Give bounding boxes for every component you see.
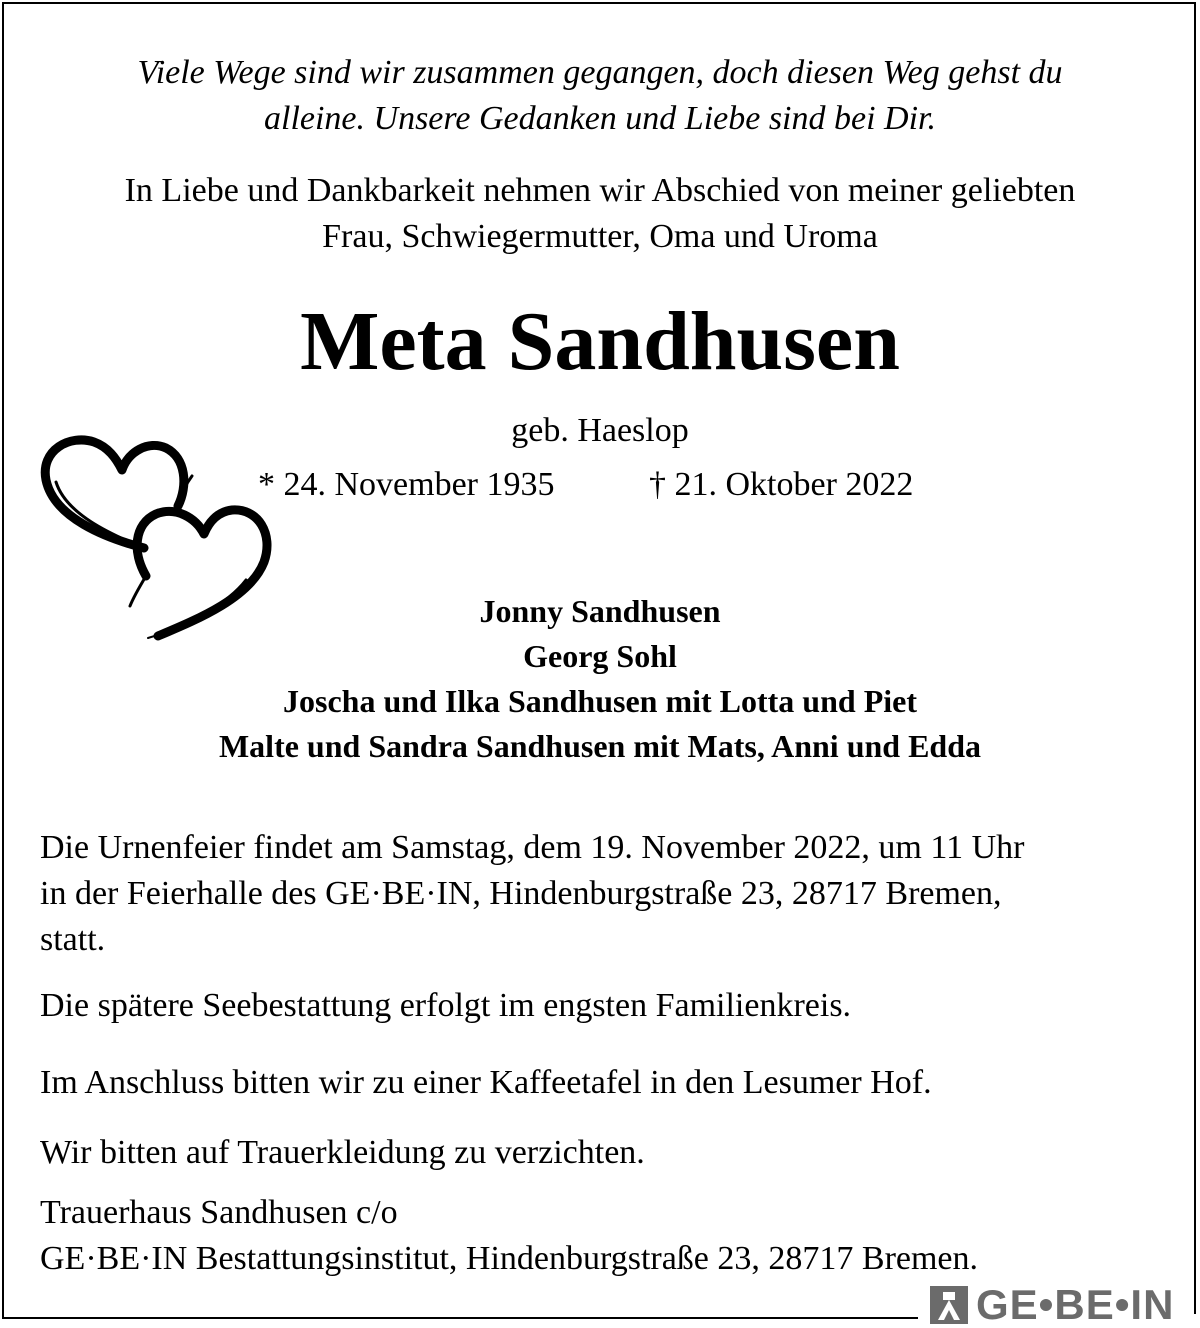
contact-info	[40, 1190, 1160, 1282]
ceremony-line-1: Die Urnenfeier findet am Samstag, dem 19. November 2022, um 11 Uhr	[40, 829, 1025, 866]
gebein-mark-icon	[930, 1286, 968, 1324]
family-member: Jonny Sandhusen	[479, 593, 721, 629]
maiden-name: geb. Haeslop	[511, 412, 689, 449]
contact-line-2: GE·BE·IN Bestattungsinstitut, Hindenburgstraße 23, 28717 Bremen.	[40, 1240, 979, 1277]
gebein-logo	[930, 1281, 1175, 1328]
coffee-info: Im Anschluss bitten wir zu einer Kaffeetafel in den Lesumer Hof.	[40, 1064, 932, 1101]
motto	[0, 50, 1200, 142]
intro-line-2: Frau, Schwiegermutter, Oma und Uroma	[322, 218, 878, 255]
motto-line-1: Viele Wege sind wir zusammen gegangen, doch diesen Weg gehst du	[137, 54, 1063, 91]
ceremony-line-3: statt.	[40, 921, 106, 958]
ceremony-info	[40, 825, 1160, 963]
intro	[0, 168, 1200, 260]
ceremony-line-2: in der Feierhalle des GE·BE·IN, Hindenburgstraße 23, 28717 Bremen,	[40, 875, 1002, 912]
death-date: † 21. Oktober 2022	[649, 466, 914, 503]
intro-line-1: In Liebe und Dankbarkeit nehmen wir Abschied von meiner geliebten	[124, 172, 1076, 209]
family-member: Malte und Sandra Sandhusen mit Mats, Anni und Edda	[218, 728, 982, 764]
birth-date: * 24. November 1935	[258, 466, 555, 503]
burial-info: Die spätere Seebestattung erfolgt im engsten Familienkreis.	[40, 987, 852, 1024]
logo-text: GE•BE•IN	[976, 1281, 1175, 1328]
clothing-info: Wir bitten auf Trauerkleidung zu verzichten.	[40, 1134, 645, 1171]
family-member: Georg Sohl	[523, 638, 677, 674]
motto-line-2: alleine. Unsere Gedanken und Liebe sind bei Dir.	[264, 100, 936, 137]
family-list	[0, 589, 1200, 769]
family-member: Joscha und Ilka Sandhusen mit Lotta und Piet	[283, 683, 917, 719]
contact-line-1: Trauerhaus Sandhusen c/o	[40, 1194, 398, 1231]
deceased-name: Meta Sandhusen	[300, 295, 900, 388]
